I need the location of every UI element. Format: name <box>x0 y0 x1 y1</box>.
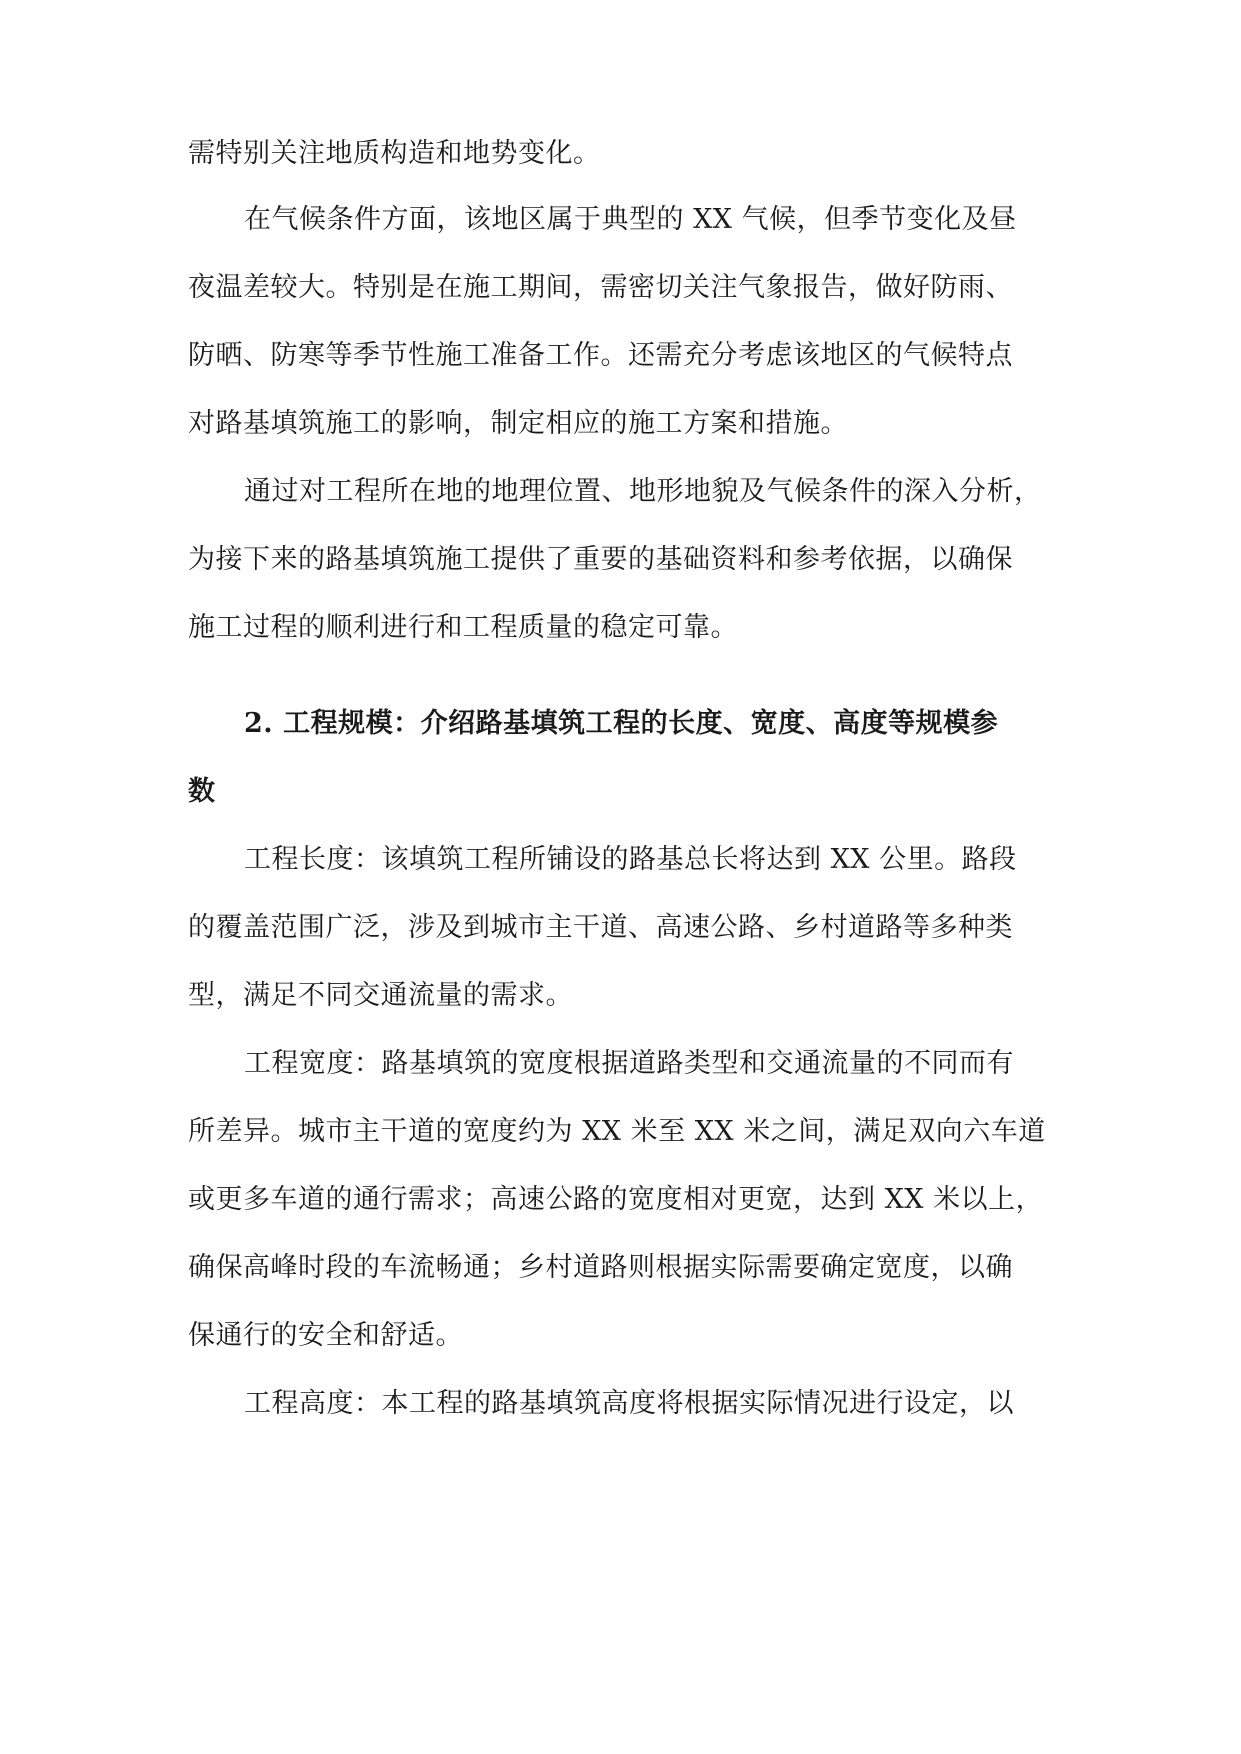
paragraph-line: 的覆盖范围广泛，涉及到城市主干道、高速公路、乡村道路等多种类 <box>188 912 1013 943</box>
paragraph-line: 保通行的安全和舒适。 <box>188 1320 463 1351</box>
paragraph-line: 夜温差较大。特别是在施工期间，需密切关注气象报告，做好防雨、 <box>188 272 1013 303</box>
paragraph-line: 在气候条件方面，该地区属于典型的 XX 气候，但季节变化及昼 <box>244 204 1017 235</box>
paragraph-line: 施工过程的顺利进行和工程质量的稳定可靠。 <box>188 612 738 643</box>
section-heading: 2. 工程规模：介绍路基填筑工程的长度、宽度、高度等规模参 <box>244 708 999 739</box>
paragraph-line: 工程高度：本工程的路基填筑高度将根据实际情况进行设定，以 <box>244 1388 1014 1419</box>
paragraph-line: 确保高峰时段的车流畅通；乡村道路则根据实际需要确定宽度，以确 <box>188 1252 1013 1283</box>
paragraph-line: 为接下来的路基填筑施工提供了重要的基础资料和参考依据，以确保 <box>188 544 1013 575</box>
paragraph-line: 需特别关注地质构造和地势变化。 <box>188 138 601 169</box>
paragraph-line: 防晒、防寒等季节性施工准备工作。还需充分考虑该地区的气候特点 <box>188 340 1013 371</box>
paragraph-line: 通过对工程所在地的地理位置、地形地貌及气候条件的深入分析， <box>244 476 1042 507</box>
paragraph-line: 工程宽度：路基填筑的宽度根据道路类型和交通流量的不同而有 <box>244 1048 1014 1079</box>
section-heading: 数 <box>188 776 216 807</box>
paragraph-line: 对路基填筑施工的影响，制定相应的施工方案和措施。 <box>188 408 848 439</box>
paragraph-line: 型，满足不同交通流量的需求。 <box>188 980 573 1011</box>
paragraph-line: 所差异。城市主干道的宽度约为 XX 米至 XX 米之间，满足双向六车道 <box>188 1116 1046 1147</box>
paragraph-line: 或更多车道的通行需求；高速公路的宽度相对更宽，达到 XX 米以上， <box>188 1184 1044 1215</box>
paragraph-line: 工程长度：该填筑工程所铺设的路基总长将达到 XX 公里。路段 <box>244 844 1017 875</box>
